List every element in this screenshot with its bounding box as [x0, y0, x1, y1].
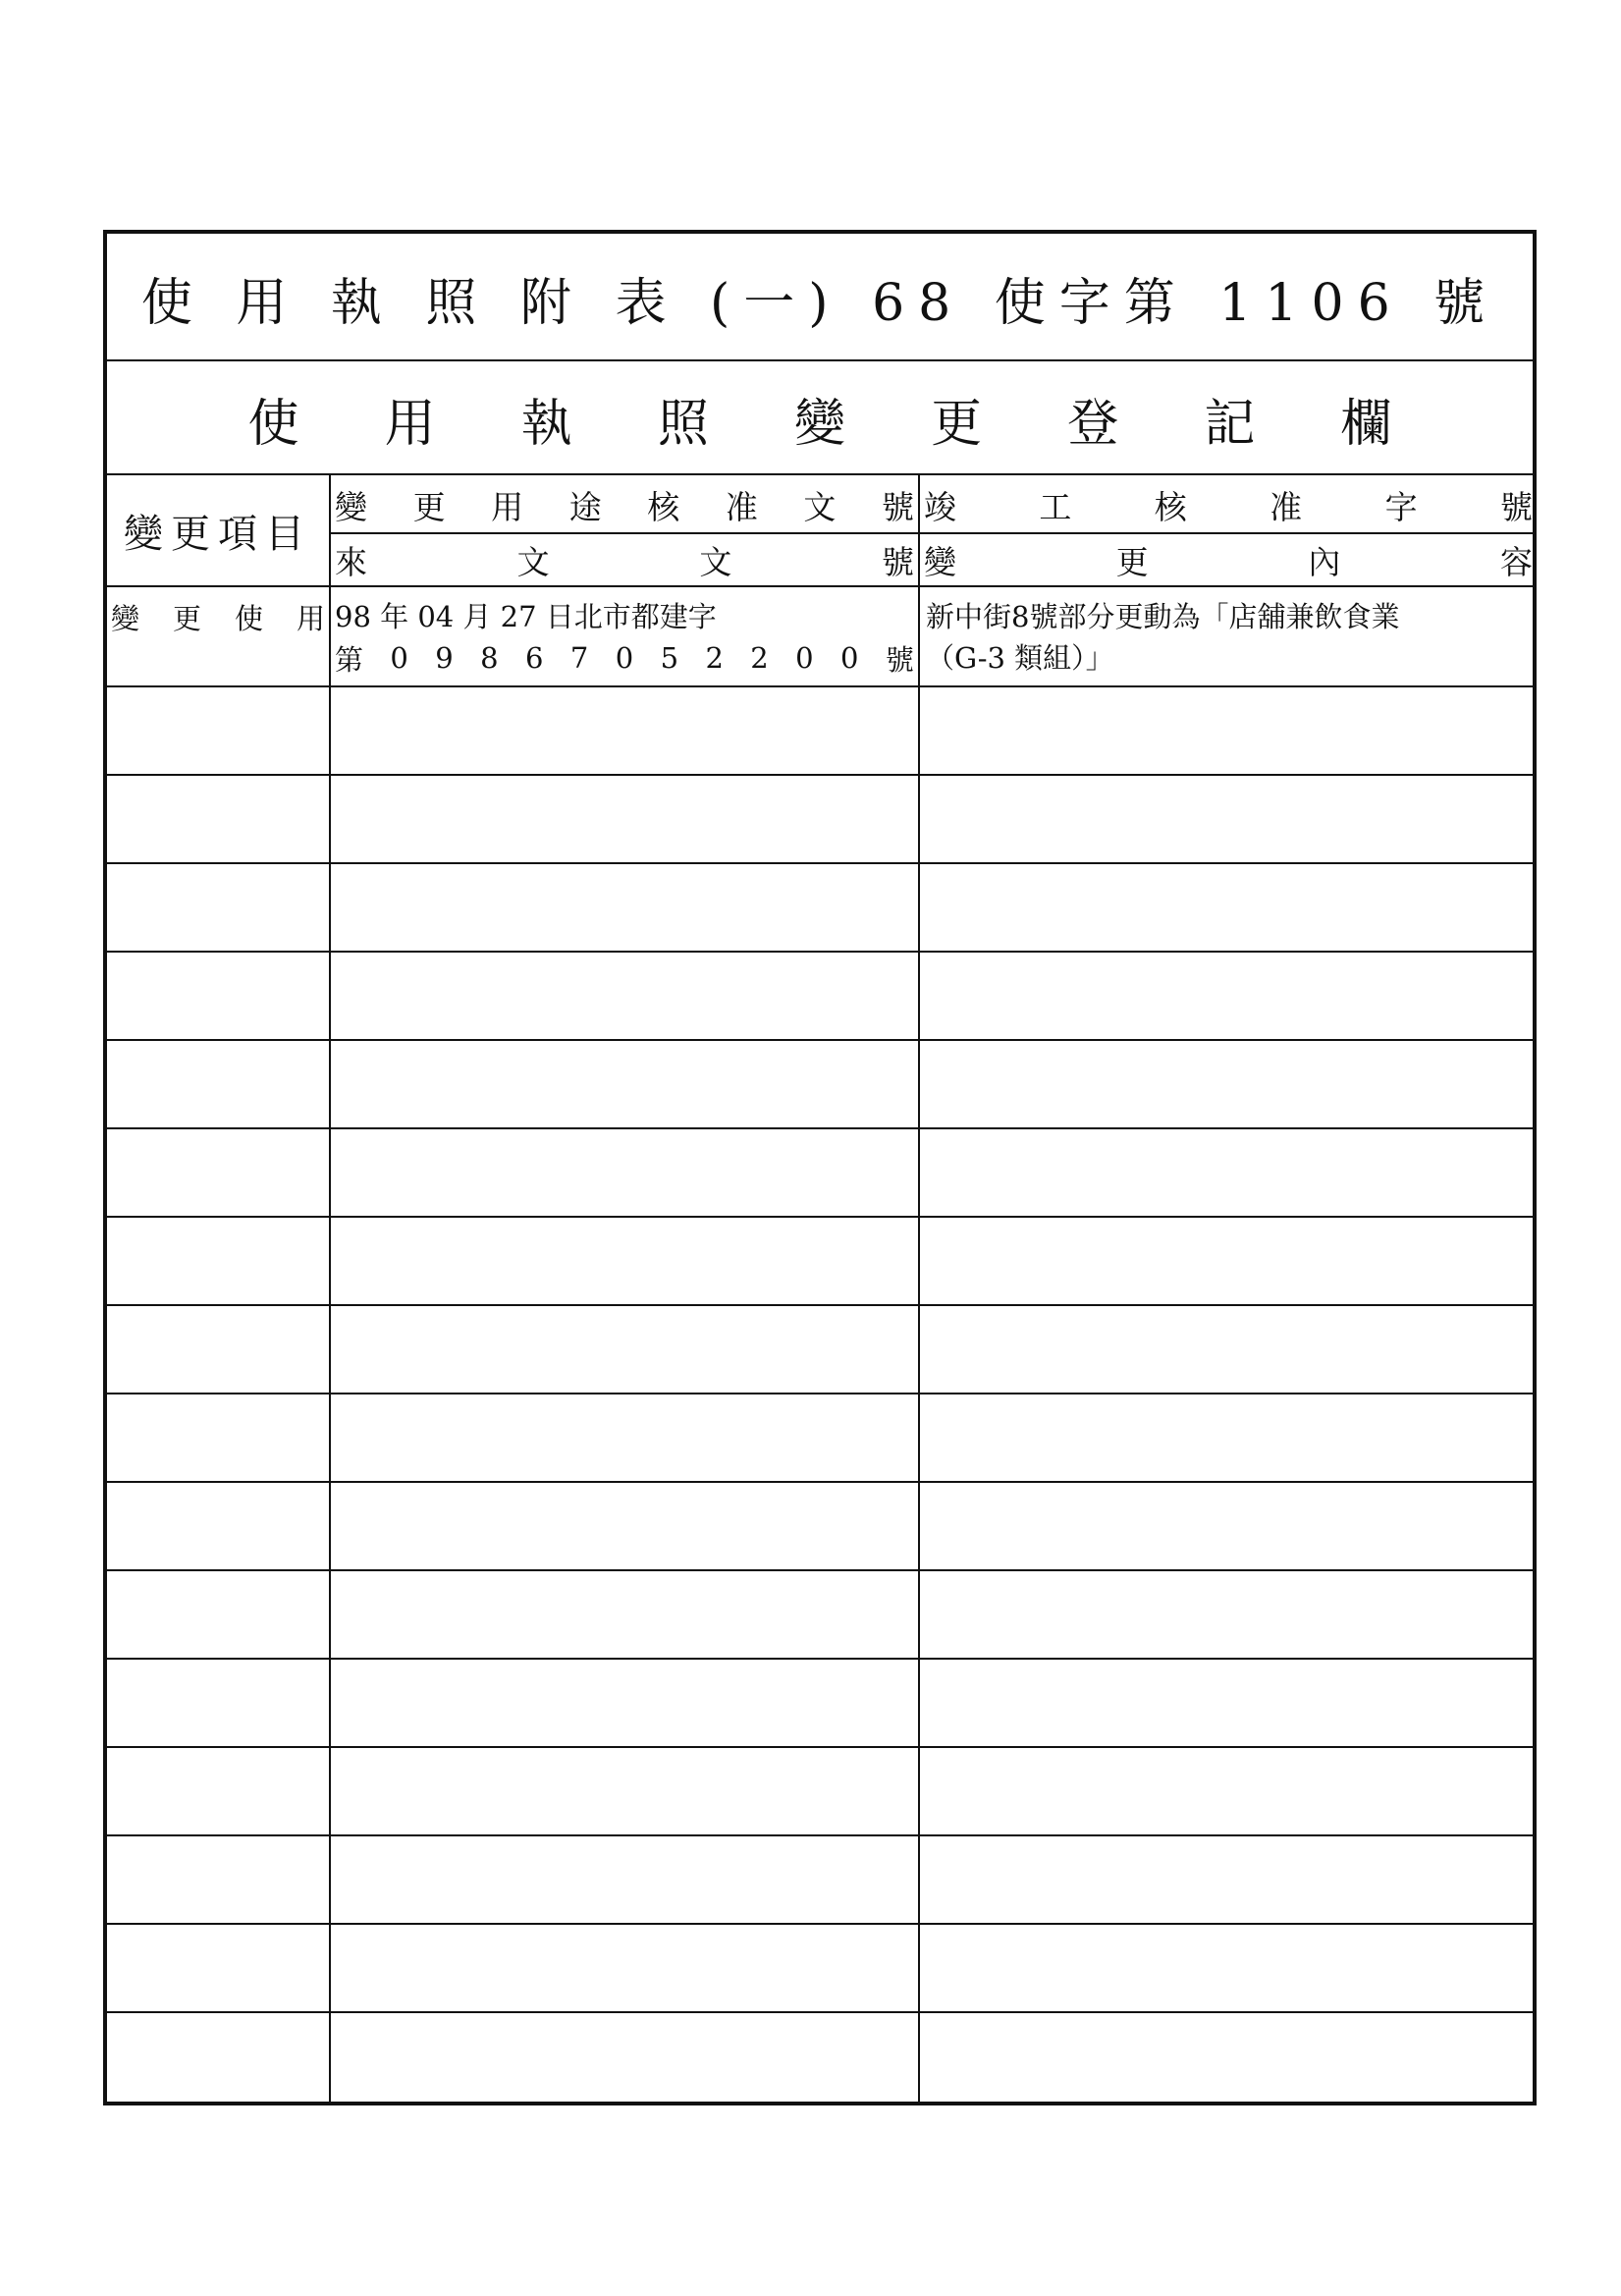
row-divider [107, 1746, 1533, 1748]
row-divider [107, 1039, 1533, 1041]
row-divider [107, 1127, 1533, 1129]
header-char: 容 [1499, 542, 1533, 581]
entry-char: 更 [172, 601, 201, 635]
header-char: 文 [803, 487, 837, 526]
row-divider [107, 1304, 1533, 1306]
row-divider [107, 1658, 1533, 1660]
header-char: 更 [412, 487, 446, 526]
entry-char: 8 [480, 641, 499, 675]
entry-char: 9 [435, 641, 454, 675]
entry-change-item [107, 597, 329, 636]
header-char: 途 [568, 487, 602, 526]
subtitle-char: 照 [657, 394, 709, 454]
entry-content-line1: 新中街8號部分更動為「店舖兼飲食業 [926, 600, 1400, 633]
usage-permit-attachment-form [103, 230, 1537, 2105]
row-divider [107, 862, 1533, 864]
header-char: 更 [1115, 542, 1149, 581]
subtitle-char: 執 [520, 394, 572, 454]
entry-char: 7 [569, 641, 589, 675]
row-divider [107, 1569, 1533, 1571]
row-divider [107, 2011, 1533, 2013]
header-char: 核 [1154, 487, 1187, 526]
subtitle-char: 登 [1067, 394, 1119, 454]
entry-char: 6 [525, 641, 544, 675]
column-divider-2 [918, 473, 920, 2102]
entry-char: 0 [615, 641, 634, 675]
entry-char: 號 [885, 642, 914, 677]
entry-char: 2 [750, 641, 769, 675]
row-divider [107, 1393, 1533, 1394]
entry-char: 2 [705, 641, 724, 675]
header-incoming-doc-no [331, 534, 918, 585]
entry-char: 第 [335, 642, 364, 677]
header-char: 文 [699, 542, 732, 581]
row-divider [107, 685, 1533, 687]
header-char: 來 [335, 542, 367, 581]
entry-char: 使 [234, 601, 263, 635]
entry-char: 0 [390, 641, 408, 675]
subtitle-char: 更 [931, 394, 983, 454]
entry-char: 0 [840, 641, 859, 675]
row-divider [107, 1834, 1533, 1836]
header-char: 准 [725, 487, 758, 526]
header-change-item: 變更項目 [124, 511, 312, 557]
header-char: 號 [881, 542, 914, 581]
header-char: 變 [924, 542, 956, 581]
header-char: 字 [1384, 487, 1418, 526]
entry-content-line2: （G-3 類組）」 [926, 641, 1114, 675]
entry-char: 5 [660, 641, 679, 675]
subtitle-char: 使 [247, 394, 299, 454]
row-divider [107, 1923, 1533, 1925]
row-divider [107, 1216, 1533, 1218]
header-char: 竣 [924, 487, 956, 526]
form-subtitle [107, 363, 1533, 473]
header-char: 准 [1270, 487, 1303, 526]
subtitle-char: 用 [384, 394, 436, 454]
header-char: 內 [1308, 542, 1341, 581]
subtitle-char: 記 [1204, 394, 1256, 454]
row-divider [107, 774, 1533, 776]
header-char: 工 [1039, 487, 1072, 526]
header-approval-doc-no [331, 477, 918, 532]
subtitle-char: 欄 [1340, 394, 1392, 454]
entry-char: 0 [795, 641, 814, 675]
column-divider-1 [329, 473, 331, 2102]
subtitle-char: 變 [793, 394, 845, 454]
header-char: 號 [1499, 487, 1533, 526]
header-char: 號 [881, 487, 914, 526]
entry-doc-line1: 98 年 04 月 27 日北市都建字 [335, 600, 717, 633]
entry-char: 變 [111, 601, 140, 635]
entry-char: 用 [296, 601, 325, 635]
header-char: 變 [335, 487, 367, 526]
header-change-content [920, 534, 1537, 585]
row-divider [107, 1481, 1533, 1483]
header-char: 用 [491, 487, 524, 526]
header-bottom-divider [107, 585, 1533, 587]
form-title: 使 用 執 照 附 表 (一) 68 使字第 1106 號 [140, 273, 1499, 333]
entry-doc-line2 [331, 638, 918, 678]
header-char: 文 [516, 542, 550, 581]
row-divider [107, 951, 1533, 953]
header-char: 核 [647, 487, 680, 526]
header-completion-approval-no [920, 477, 1537, 532]
title-divider [107, 359, 1533, 361]
